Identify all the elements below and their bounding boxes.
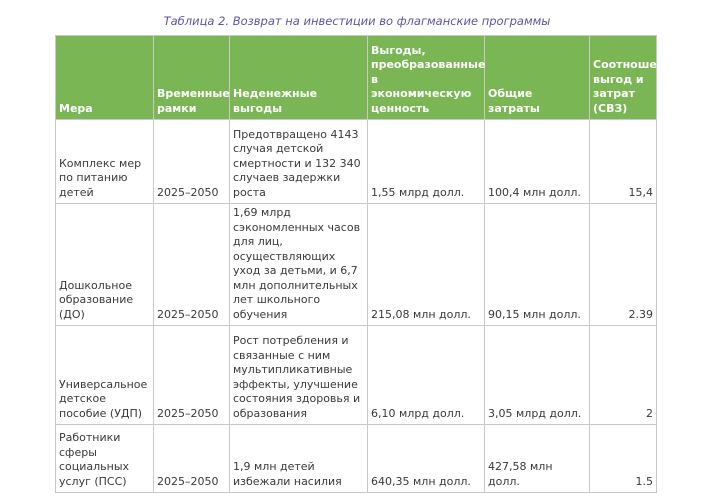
header-row xyxy=(56,36,657,120)
cell-nonmonetary: Предотвращено 4143 случая детской смертности и 132 340 случаев задержки роста xyxy=(230,120,368,204)
table-caption: Таблица 2. Возврат на инвестиции во флагманские программы xyxy=(163,14,551,28)
table-row xyxy=(56,120,657,204)
cell-measure: Универсальное детское пособие (УДП) xyxy=(56,326,154,425)
cell-costs: 3,05 млрд долл. xyxy=(485,326,590,425)
roi-table xyxy=(55,35,680,493)
header-nonmonetary-benefits: Неденежные выгоды xyxy=(230,36,368,120)
cell-nonmonetary: 1,69 млрд сэкономленных часов для лиц, осуществляющих уход за детьми, и 6,7 млн дополнительных лет школьного обучения xyxy=(230,204,368,326)
header-timeframe: Временные рамки xyxy=(154,36,230,120)
header-measure: Мера xyxy=(56,36,154,120)
header-bcr: Соотношение выгод и затрат (СВЗ) xyxy=(590,36,657,120)
cell-timeframe: 2025–2050 xyxy=(154,204,230,326)
cell-benefits: 1,55 млрд долл. xyxy=(368,120,485,204)
header-monetized-benefits: Выгоды, преобразованные в экономическую ценность xyxy=(368,36,485,120)
cell-measure: Комплекс мер по питанию детей xyxy=(56,120,154,204)
table-row xyxy=(56,326,657,425)
cell-bcr: 15,4 xyxy=(590,120,657,204)
cell-bcr: 1.5 xyxy=(590,425,657,493)
cell-bcr: 2 xyxy=(590,326,657,425)
cell-costs: 100,4 млн долл. xyxy=(485,120,590,204)
cell-benefits: 215,08 млн долл. xyxy=(368,204,485,326)
cell-bcr: 2.39 xyxy=(590,204,657,326)
table-row xyxy=(56,425,657,493)
cell-measure: Работники сферы социальных услуг (ПСС) xyxy=(56,425,154,493)
cell-measure: Дошкольное образование (ДО) xyxy=(56,204,154,326)
cell-costs: 90,15 млн долл. xyxy=(485,204,590,326)
cell-costs: 427,58 млн долл. xyxy=(485,425,590,493)
cell-timeframe: 2025–2050 xyxy=(154,326,230,425)
header-total-costs: Общие затраты xyxy=(485,36,590,120)
table-row xyxy=(56,204,657,326)
cell-benefits: 640,35 млн долл. xyxy=(368,425,485,493)
cell-nonmonetary: Рост потребления и связанные с ним мультипликативные эффекты, улучшение состояния здоровья и образования xyxy=(230,326,368,425)
cell-benefits: 6,10 млрд долл. xyxy=(368,326,485,425)
cell-timeframe: 2025–2050 xyxy=(154,120,230,204)
cell-timeframe: 2025–2050 xyxy=(154,425,230,493)
cell-nonmonetary: 1,9 млн детей избежали насилия xyxy=(230,425,368,493)
